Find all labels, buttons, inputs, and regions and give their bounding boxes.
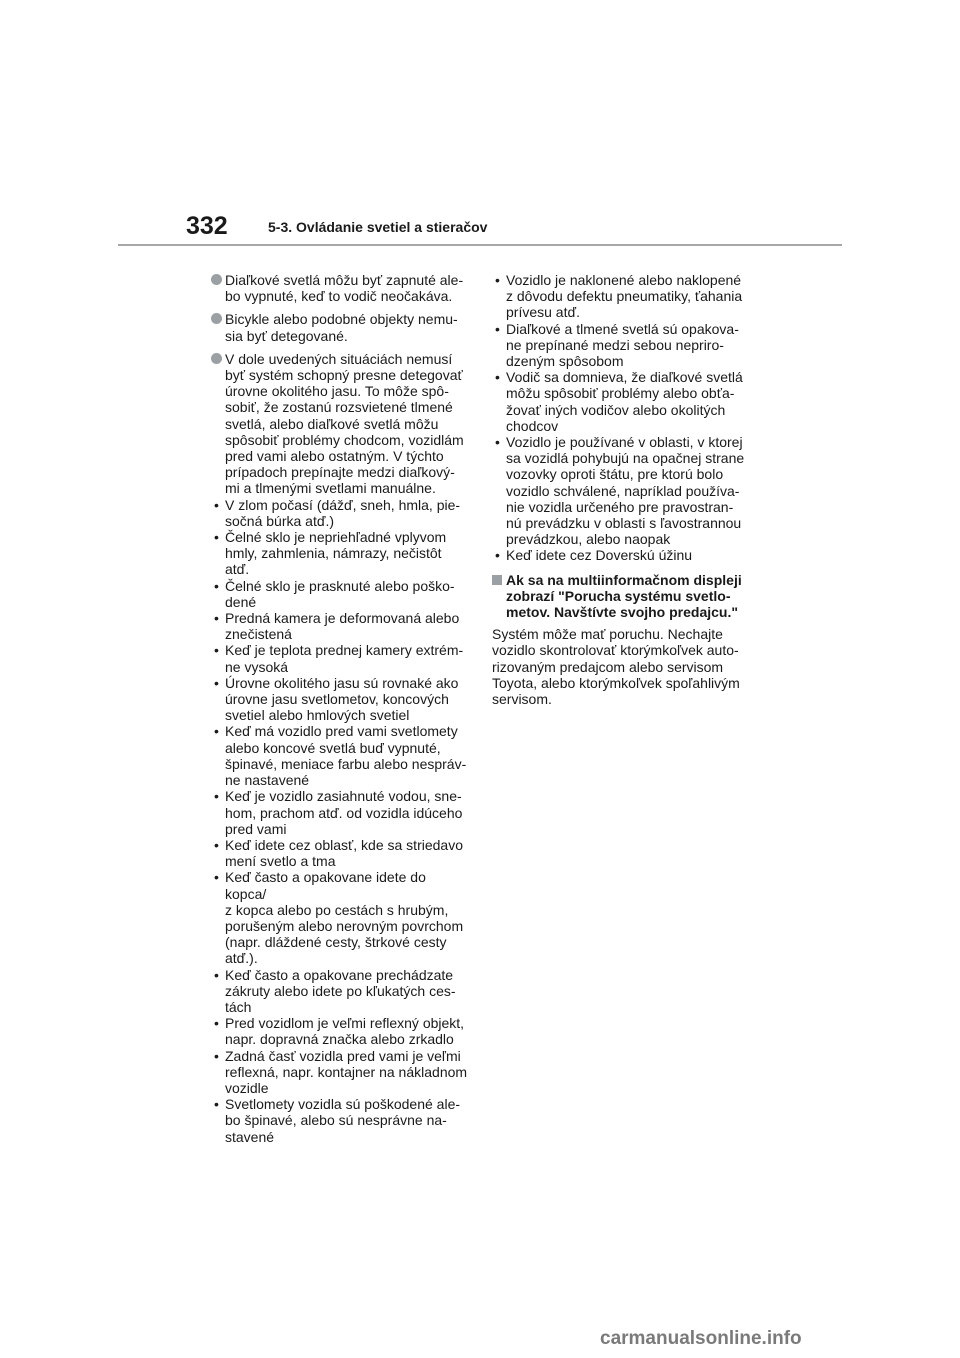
dash-bullet-icon: • bbox=[495, 369, 500, 386]
dash-bullet-icon: • bbox=[214, 674, 219, 691]
dash-bullet-icon: • bbox=[214, 610, 219, 627]
bullet-text: Diaľkové svetlá môžu byť zapnuté ale- bo vypnuté, keď to vodič neočakáva. bbox=[225, 272, 464, 305]
situation-item: • Keď je vozidlo zasiahnuté vodou, sne- hom, prachom atď. od vozidla idúceho pred vami bbox=[214, 788, 463, 837]
situation-item: • Predná kamera je deformovaná alebo znečistená bbox=[214, 610, 460, 643]
dash-bullet-icon: • bbox=[214, 966, 219, 983]
situation-item: • Keď idete cez Doverskú úžinu bbox=[495, 547, 693, 564]
section-title: 5-3. Ovládanie svetiel a stieračov bbox=[268, 219, 488, 235]
situation-list bbox=[492, 272, 750, 564]
page-number: 332 bbox=[186, 212, 228, 240]
warning-paragraph: Systém môže mať poruchu. Nechajte vozidlo skontrolovať ktorýmkoľvek auto- rizovaným predajcom alebo servisom Toyota, alebo ktorýmkoľvek spoľahlivým servisom. bbox=[492, 626, 740, 708]
watermark: carmanualsonline.info bbox=[600, 1328, 802, 1349]
list-item bbox=[211, 311, 468, 343]
situation-item: • Úrovne okolitého jasu sú rovnaké ako úrovne jasu svetlometov, koncových svetiel alebo hmlových svetiel bbox=[214, 674, 459, 724]
bullet-dot-icon bbox=[211, 274, 222, 285]
square-bullet-icon bbox=[492, 575, 502, 585]
situation-item: • Keď často a opakovane idete do kopca/ z kopca alebo po cestách s hrubým, porušeným alebo nerovným povrchom (napr. dláždené cesty, štrkové cesty atď.). bbox=[214, 869, 464, 967]
situation-item: • V zlom počasí (dážď, sneh, hmla, pie- sočná búrka atď.) bbox=[214, 496, 461, 529]
list-item bbox=[211, 351, 468, 497]
dash-bullet-icon: • bbox=[495, 434, 500, 451]
warning-heading bbox=[492, 572, 750, 621]
dash-bullet-icon: • bbox=[495, 547, 500, 564]
dash-bullet-icon: • bbox=[495, 272, 500, 288]
left-column bbox=[211, 272, 468, 1145]
bullet-text: V dole uvedených situáciách nemusí byť systém schopný presne detegovať úrovne okolitého jasu. To môže spô- sobiť, že zostanú rozsvietené tlmené svetlá, alebo diaľkové svetlá môžu spôsobiť problémy chodcom, vozidlám pred vami alebo ostatným. V týchto prípadoch prepínajte medzi diaľkový- mi a tlmenými svetlami manuálne. bbox=[225, 350, 464, 497]
situation-item: • Zadná časť vozidla pred vami je veľmi reflexná, napr. kontajner na nákladnom vozidle bbox=[214, 1047, 468, 1096]
situation-item: • Čelné sklo je prasknuté alebo poško- dené bbox=[214, 577, 455, 610]
dash-bullet-icon: • bbox=[214, 1015, 219, 1032]
dash-bullet-icon: • bbox=[214, 1096, 219, 1113]
situation-item: • Svetlomety vozidla sú poškodené ale- bo špinavé, alebo sú nesprávne na- stavené bbox=[214, 1096, 461, 1145]
situation-item: • Keď idete cez oblasť, kde sa striedavo mení svetlo a tma bbox=[214, 836, 463, 870]
dash-bullet-icon: • bbox=[214, 788, 219, 805]
dash-bullet-icon: • bbox=[214, 1047, 219, 1064]
dash-bullet-icon: • bbox=[495, 320, 500, 337]
situation-list bbox=[211, 497, 468, 1145]
dash-bullet-icon: • bbox=[214, 869, 219, 886]
dash-bullet-icon: • bbox=[214, 642, 219, 659]
dash-bullet-icon: • bbox=[214, 723, 219, 740]
bullet-dot-icon bbox=[211, 353, 222, 364]
situation-item: • Vozidlo je používané v oblasti, v ktorej sa vozidlá pohybujú na opačnej strane vozovky oproti štátu, pre ktorú bolo vozidlo schválené, napríklad používa- nie vozidla určeného pre pravostran- nú prevádzku v oblasti s ľavostrannou prevádzkou, alebo naopak bbox=[495, 434, 745, 548]
situation-item: • Vodič sa domnieva, že diaľkové svetlá môžu spôsobiť problémy alebo obťa- žovať iných vodičov alebo okolitých chodcov bbox=[495, 369, 743, 434]
situation-item: • Vozidlo je naklonené alebo naklopené z dôvodu defektu pneumatiky, ťahania prívesu atď. bbox=[495, 272, 743, 321]
dash-bullet-icon: • bbox=[214, 577, 219, 594]
situation-item: • Pred vozidlom je veľmi reflexný objekt, napr. dopravná značka alebo zrkadlo bbox=[214, 1015, 465, 1048]
situation-item: • Keď často a opakovane prechádzate zákruty alebo idete po kľukatých ces- tách bbox=[214, 966, 456, 1015]
header-rule bbox=[118, 244, 842, 246]
situation-item: • Keď je teplota prednej kamery extrém- ne vysoká bbox=[214, 642, 464, 675]
situation-item: • Čelné sklo je nepriehľadné vplyvom hmly, zahmlenia, námrazy, nečistôt atď. bbox=[214, 529, 447, 578]
bullet-dot-icon bbox=[211, 313, 222, 324]
dash-bullet-icon: • bbox=[214, 529, 219, 546]
dash-bullet-icon: • bbox=[214, 496, 219, 513]
list-item bbox=[211, 272, 468, 304]
situation-item: • Diaľkové a tlmené svetlá sú opakova- ne prepínané medzi sebou nepriro- dzeným spôsobom bbox=[495, 320, 739, 370]
dash-bullet-icon: • bbox=[214, 836, 219, 853]
situation-item: • Keď má vozidlo pred vami svetlomety alebo koncové svetlá buď vypnuté, špinavé, meniace farbu alebo nespráv- ne nastavené bbox=[214, 723, 467, 789]
right-column bbox=[492, 272, 750, 707]
warning-heading-text: Ak sa na multiinformačnom displeji zobrazí "Porucha systému svetlo- metov. Navštívte svojho predajcu." bbox=[506, 571, 742, 621]
bullet-text: Bicykle alebo podobné objekty nemu- sia byť detegované. bbox=[225, 311, 458, 344]
